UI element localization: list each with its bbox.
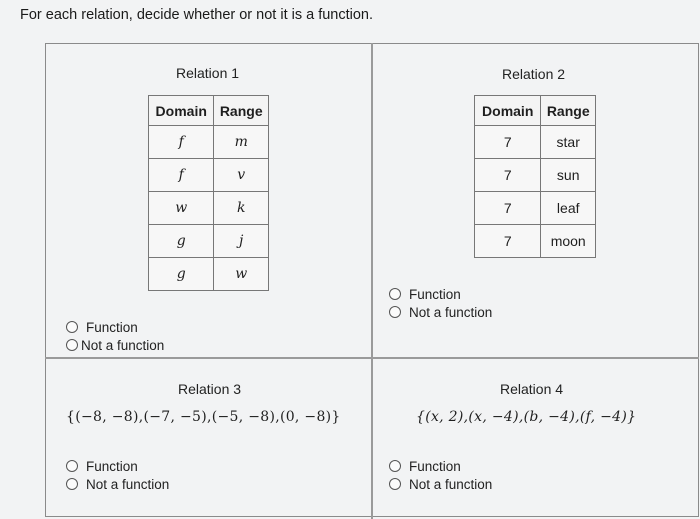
range-cell: w — [214, 258, 269, 291]
relation-3-function-option[interactable]: Function — [66, 457, 169, 475]
grid-horizontal-divider — [45, 357, 699, 359]
relation-2-options — [389, 285, 492, 321]
range-header: Range — [214, 96, 269, 126]
domain-cell: 7 — [475, 192, 541, 225]
range-cell: leaf — [541, 192, 596, 225]
radio-button[interactable] — [66, 339, 78, 351]
relation-4-function-option[interactable]: Function — [389, 457, 492, 475]
domain-cell: 7 — [475, 159, 541, 192]
range-cell: v — [214, 159, 269, 192]
relation-1-table — [148, 95, 269, 291]
table-row — [149, 192, 269, 225]
relation-4-not-function-option[interactable]: Not a function — [389, 475, 492, 493]
domain-cell: w — [149, 192, 214, 225]
radio-button[interactable] — [389, 306, 401, 318]
grid-vertical-divider — [371, 43, 373, 519]
table-row — [149, 126, 269, 159]
domain-cell: g — [149, 225, 214, 258]
domain-cell: 7 — [475, 126, 541, 159]
relation-2-function-option[interactable]: Function — [389, 285, 492, 303]
range-cell: k — [214, 192, 269, 225]
relation-4-set: {(x, 2),(x, −4),(b, −4),(f, −4)} — [416, 409, 637, 425]
relation-1-not-function-option[interactable]: Not a function — [66, 336, 164, 354]
table-row — [475, 192, 596, 225]
table-row — [149, 159, 269, 192]
range-cell: star — [541, 126, 596, 159]
range-cell: j — [214, 225, 269, 258]
domain-cell: g — [149, 258, 214, 291]
domain-header: Domain — [149, 96, 214, 126]
range-cell: sun — [541, 159, 596, 192]
relation-1-function-option[interactable]: Function — [66, 318, 164, 336]
radio-button[interactable] — [66, 321, 78, 333]
relation-4-options — [389, 457, 492, 493]
radio-button[interactable] — [389, 460, 401, 472]
radio-button[interactable] — [66, 478, 78, 490]
table-row — [475, 159, 596, 192]
radio-button[interactable] — [389, 288, 401, 300]
domain-cell: f — [149, 159, 214, 192]
table-row — [475, 225, 596, 258]
relation-1-title: Relation 1 — [176, 65, 240, 81]
table-row — [149, 225, 269, 258]
domain-cell: 7 — [475, 225, 541, 258]
instruction-text: For each relation, decide whether or not it is a function. — [20, 7, 374, 23]
radio-button[interactable] — [66, 460, 78, 472]
relation-3-not-function-option[interactable]: Not a function — [66, 475, 169, 493]
relation-1-options — [66, 318, 164, 354]
relation-2-not-function-option[interactable]: Not a function — [389, 303, 492, 321]
domain-cell: f — [149, 126, 214, 159]
relation-3-set: {(−8, −8),(−7, −5),(−5, −8),(0, −8)} — [66, 409, 341, 425]
relation-4-title: Relation 4 — [500, 381, 564, 397]
table-row — [149, 258, 269, 291]
relation-3-title: Relation 3 — [178, 381, 242, 397]
relation-2-title: Relation 2 — [502, 66, 566, 82]
range-header: Range — [541, 96, 596, 126]
table-row — [475, 126, 596, 159]
range-cell: m — [214, 126, 269, 159]
relation-2-table — [474, 95, 596, 258]
relation-3-options — [66, 457, 169, 493]
range-cell: moon — [541, 225, 596, 258]
radio-button[interactable] — [389, 478, 401, 490]
domain-header: Domain — [475, 96, 541, 126]
